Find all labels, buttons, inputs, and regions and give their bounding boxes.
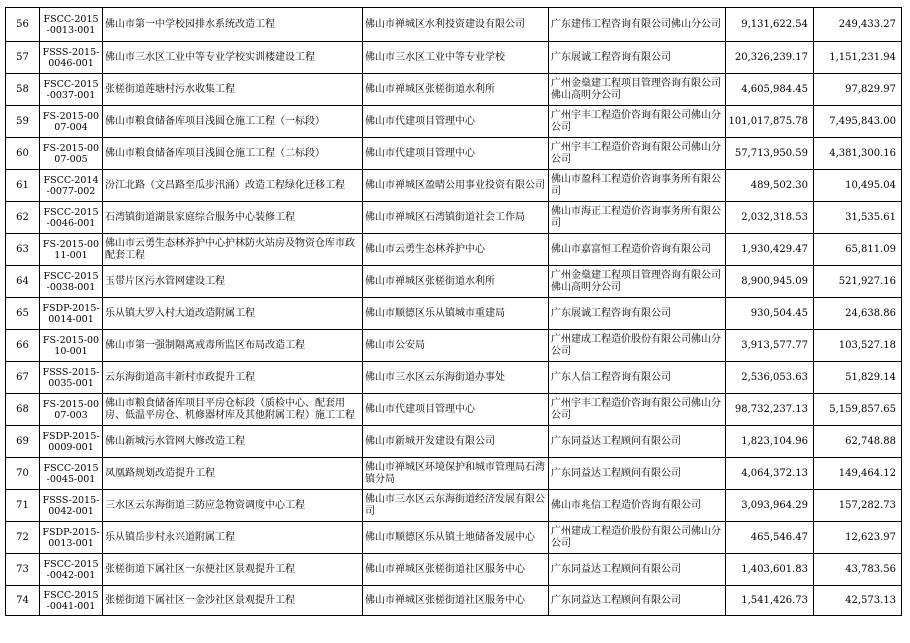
row-number: 62	[6, 202, 40, 234]
owner-unit: 佛山市禅城区张槎街道水利所	[363, 266, 549, 298]
owner-unit: 佛山市新城开发建设有限公司	[363, 426, 549, 458]
amount-reduction: 97,829.97	[814, 74, 902, 106]
amount-reduction: 103,527.18	[814, 330, 902, 362]
row-number: 57	[6, 42, 40, 74]
amount-total: 930,504.45	[726, 298, 814, 330]
amount-reduction: 62,748.88	[814, 426, 902, 458]
project-code: FSCC-2015-0045-001	[40, 458, 103, 490]
table-row	[6, 298, 902, 330]
owner-unit: 佛山市禅城区环境保护和城市管理局石湾镇分局	[363, 458, 549, 490]
table-row	[6, 522, 902, 554]
amount-reduction: 65,811.09	[814, 234, 902, 266]
amount-reduction: 1,151,231.94	[814, 42, 902, 74]
consultant-unit: 佛山市海正工程造价咨询事务所有限公司	[549, 202, 726, 234]
owner-unit: 佛山市代建项目管理中心	[363, 138, 549, 170]
amount-reduction: 43,783.56	[814, 554, 902, 586]
project-code: FSDP-2015-0009-001	[40, 426, 103, 458]
project-name: 乐从镇大罗入村大道改造附属工程	[103, 298, 363, 330]
amount-reduction: 24,638.86	[814, 298, 902, 330]
amount-total: 3,913,577.77	[726, 330, 814, 362]
amount-total: 8,900,945.09	[726, 266, 814, 298]
amount-total: 3,093,964.29	[726, 490, 814, 522]
amount-total: 4,064,372.13	[726, 458, 814, 490]
amount-total: 2,536,053.63	[726, 362, 814, 394]
consultant-unit: 广东人信工程咨询有限公司	[549, 362, 726, 394]
table-row	[6, 330, 902, 362]
amount-total: 1,823,104.96	[726, 426, 814, 458]
row-number: 66	[6, 330, 40, 362]
owner-unit: 佛山市顺德区乐从镇土地储备发展中心	[363, 522, 549, 554]
owner-unit: 佛山市三水区云东海街道办事处	[363, 362, 549, 394]
row-number: 68	[6, 394, 40, 426]
project-code: FSCC-2015-0046-001	[40, 202, 103, 234]
project-name: 佛山市第一中学校园排水系统改造工程	[103, 8, 363, 42]
table-row	[6, 202, 902, 234]
project-table-body	[6, 8, 902, 616]
consultant-unit: 广州建成工程造价股份有限公司佛山分公司	[549, 330, 726, 362]
table-row	[6, 8, 902, 42]
amount-total: 1,930,429.47	[726, 234, 814, 266]
owner-unit: 佛山市禅城区水利投资建设有限公司	[363, 8, 549, 42]
project-name: 佛山市粮食储备库项目平房仓标段（质检中心、配套用房、低温平房仓、机修器材库及其他附属工程）施工工程	[103, 394, 363, 426]
table-row	[6, 490, 902, 522]
project-code: FS-2015-0007-005	[40, 138, 103, 170]
row-number: 63	[6, 234, 40, 266]
project-code: FSCC-2014-0077-002	[40, 170, 103, 202]
row-number: 58	[6, 74, 40, 106]
row-number: 70	[6, 458, 40, 490]
amount-reduction: 31,535.61	[814, 202, 902, 234]
row-number: 71	[6, 490, 40, 522]
table-row	[6, 42, 902, 74]
amount-reduction: 149,464.12	[814, 458, 902, 490]
owner-unit: 佛山市三水区工业中等专业学校	[363, 42, 549, 74]
row-number: 65	[6, 298, 40, 330]
owner-unit: 佛山市禅城区盈晴公用事业投资有限公司	[363, 170, 549, 202]
amount-reduction: 5,159,857.65	[814, 394, 902, 426]
project-name: 石湾镇街道湖景家庭综合服务中心装修工程	[103, 202, 363, 234]
table-row	[6, 170, 902, 202]
amount-reduction: 12,623.97	[814, 522, 902, 554]
project-code: FSCC-2015-0042-001	[40, 554, 103, 586]
consultant-unit: 广东展诚工程咨询有限公司	[549, 298, 726, 330]
project-name: 佛山市三水区工业中等专业学校实训楼建设工程	[103, 42, 363, 74]
project-code: FSDP-2015-0013-001	[40, 522, 103, 554]
table-row	[6, 426, 902, 458]
owner-unit: 佛山市代建项目管理中心	[363, 106, 549, 138]
consultant-unit: 广东同益达工程顾问有限公司	[549, 554, 726, 586]
project-name: 佛山市第一强制隔离戒毒所监区布局改造工程	[103, 330, 363, 362]
row-number: 69	[6, 426, 40, 458]
amount-total: 465,546.47	[726, 522, 814, 554]
row-number: 74	[6, 586, 40, 616]
amount-total: 4,605,984.45	[726, 74, 814, 106]
amount-total: 20,326,239.17	[726, 42, 814, 74]
project-name: 佛山市粮食储备库项目浅圆仓施工工程（二标段）	[103, 138, 363, 170]
amount-total: 9,131,622.54	[726, 8, 814, 42]
consultant-unit: 广州金燊建工程项目管理咨询有限公司佛山高明分公司	[549, 266, 726, 298]
consultant-unit: 广州建成工程造价股份有限公司佛山分公司	[549, 522, 726, 554]
amount-total: 1,403,601.83	[726, 554, 814, 586]
project-code: FS-2015-0007-004	[40, 106, 103, 138]
amount-total: 1,541,426.73	[726, 586, 814, 616]
amount-reduction: 249,433.27	[814, 8, 902, 42]
project-code: FSSS-2015-0046-001	[40, 42, 103, 74]
project-code: FSCC-2015-0037-001	[40, 74, 103, 106]
row-number: 59	[6, 106, 40, 138]
owner-unit: 佛山市顺德区乐从镇城市重建局	[363, 298, 549, 330]
consultant-unit: 广东建伟工程咨询有限公司佛山分公司	[549, 8, 726, 42]
amount-reduction: 521,927.16	[814, 266, 902, 298]
owner-unit: 佛山市禅城区张槎街道水利所	[363, 74, 549, 106]
project-name: 佛山新城污水管网大修改造工程	[103, 426, 363, 458]
consultant-unit: 广东同益达工程顾问有限公司	[549, 426, 726, 458]
project-name: 佛山市云勇生态林养护中心护林防火站房及物资仓库市政配套工程	[103, 234, 363, 266]
consultant-unit: 广州金燊建工程项目管理咨询有限公司佛山高明分公司	[549, 74, 726, 106]
row-number: 56	[6, 8, 40, 42]
amount-reduction: 10,495.04	[814, 170, 902, 202]
table-row	[6, 554, 902, 586]
project-name: 汾江北路（文昌路至瓜步汛涌）改造工程绿化迁移工程	[103, 170, 363, 202]
owner-unit: 佛山市公安局	[363, 330, 549, 362]
amount-reduction: 4,381,300.16	[814, 138, 902, 170]
project-code: FSCC-2015-0041-001	[40, 586, 103, 616]
owner-unit: 佛山市禅城区张槎街道社区服务中心	[363, 586, 549, 616]
project-name: 张槎街道莲塘村污水收集工程	[103, 74, 363, 106]
table-row	[6, 362, 902, 394]
project-name: 凤凰路规划改造提升工程	[103, 458, 363, 490]
consultant-unit: 佛山市兆信工程造价咨询有限公司	[549, 490, 726, 522]
project-table-sheet	[5, 7, 901, 616]
project-name: 云东海街道高丰新村市政提升工程	[103, 362, 363, 394]
owner-unit: 佛山市代建项目管理中心	[363, 394, 549, 426]
project-name: 佛山市粮食储备库项目浅圆仓施工工程（一标段）	[103, 106, 363, 138]
table-row	[6, 234, 902, 266]
consultant-unit: 广东同益达工程顾问有限公司	[549, 458, 726, 490]
row-number: 61	[6, 170, 40, 202]
amount-reduction: 51,829.14	[814, 362, 902, 394]
owner-unit: 佛山市三水区云东海街道经济发展有限公司	[363, 490, 549, 522]
project-name: 张槎街道下属社区一东便社区景观提升工程	[103, 554, 363, 586]
row-number: 72	[6, 522, 40, 554]
owner-unit: 佛山市禅城区张槎街道社区服务中心	[363, 554, 549, 586]
row-number: 64	[6, 266, 40, 298]
project-code: FSSS-2015-0042-001	[40, 490, 103, 522]
consultant-unit: 广东展诚工程咨询有限公司	[549, 42, 726, 74]
project-name: 张槎街道下属社区一金沙社区景观提升工程	[103, 586, 363, 616]
consultant-unit: 广东同益达工程顾问有限公司	[549, 586, 726, 616]
row-number: 73	[6, 554, 40, 586]
table-row	[6, 458, 902, 490]
project-name: 三水区云东海街道三防应急物资调度中心工程	[103, 490, 363, 522]
table-row	[6, 394, 902, 426]
amount-total: 489,502.30	[726, 170, 814, 202]
consultant-unit: 广州宇丰工程造价咨询有限公司佛山分公司	[549, 106, 726, 138]
project-table	[5, 7, 902, 616]
project-code: FSCC-2015-0013-001	[40, 8, 103, 42]
project-code: FSDP-2015-0014-001	[40, 298, 103, 330]
project-code: FSSS-2015-0035-001	[40, 362, 103, 394]
consultant-unit: 广州宇丰工程造价咨询有限公司佛山分公司	[549, 394, 726, 426]
project-code: FS-2015-0010-001	[40, 330, 103, 362]
project-code: FS-2015-0011-001	[40, 234, 103, 266]
amount-total: 98,732,237.13	[726, 394, 814, 426]
amount-total: 101,017,875.78	[726, 106, 814, 138]
row-number: 60	[6, 138, 40, 170]
consultant-unit: 佛山市盈科工程造价咨询事务所有限公司	[549, 170, 726, 202]
row-number: 67	[6, 362, 40, 394]
owner-unit: 佛山市云勇生态林养护中心	[363, 234, 549, 266]
project-code: FS-2015-0007-003	[40, 394, 103, 426]
project-code: FSCC-2015-0038-001	[40, 266, 103, 298]
consultant-unit: 佛山市嘉富恒工程造价咨询有限公司	[549, 234, 726, 266]
amount-reduction: 42,573.13	[814, 586, 902, 616]
table-row	[6, 138, 902, 170]
table-row	[6, 586, 902, 616]
consultant-unit: 广州宇丰工程造价咨询有限公司佛山分公司	[549, 138, 726, 170]
amount-total: 57,713,950.59	[726, 138, 814, 170]
owner-unit: 佛山市禅城区石湾镇街道社会工作局	[363, 202, 549, 234]
table-row	[6, 106, 902, 138]
amount-reduction: 7,495,843.00	[814, 106, 902, 138]
amount-reduction: 157,282.73	[814, 490, 902, 522]
table-row	[6, 74, 902, 106]
project-name: 玉带片区污水管网建设工程	[103, 266, 363, 298]
amount-total: 2,032,318.53	[726, 202, 814, 234]
project-name: 乐从镇岳步村永兴道附属工程	[103, 522, 363, 554]
table-row	[6, 266, 902, 298]
